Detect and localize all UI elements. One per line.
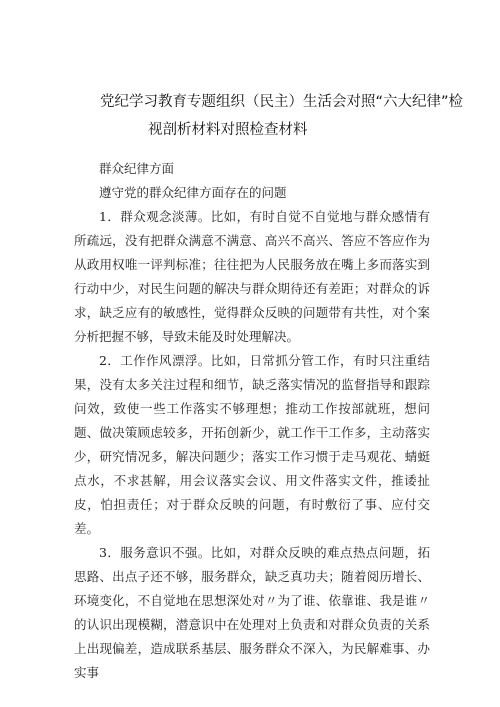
section-heading: 群众纪律方面 (99, 161, 175, 176)
paragraph-2: 2．工作作风漂浮。比如，日常抓分管工作，有时只注重结果，没有太多关注过程和细节，缺乏落实情况的监督指导和跟踪问效，致使一些工作落实不够理想；推动工作按部就班，想问题、做决策顾虑较多，开拓创新少，就工作干工作多，主动落实少，研究情况多，解决问题少；落实工作习惯于走马观花、蜻蜓点水，不求甚解，用会议落实会议、用文件落实文件，推诿扯皮，怕担责任；对于群众反映的问题，有时敷衍了事、应付交差。 (74, 353, 430, 536)
sub-heading: 遵守党的群众纪律方面存在的问题 (99, 185, 287, 200)
document-body (74, 151, 430, 685)
document-title (60, 88, 464, 144)
title-line-1: 党纪学习教育专题组织（民主）生活会对照“六大纪律”检 (100, 94, 464, 110)
paragraph-3: 3．服务意识不强。比如，对群众反映的难点热点问题，拓思路、出点子还不够，服务群众，缺乏真功夫；随着阅历增长、环境变化，不自觉地在思想深处对〃为了谁、依靠谁、我是谁〃的认识出现模糊，潜意识中在处理对上负责和对群众负责的关系上出现偏差，造成联系基层、服务群众不深入，为民解难事、办实事 (74, 545, 430, 680)
paragraph-1: 1．群众观念淡薄。比如，有时自觉不自觉地与群众感情有所疏远，没有把群众满意不满意、高兴不高兴、答应不答应作为从政用权唯一评判标准；往往把为人民服务放在嘴上多而落实到行动中少，对民生问题的解决与群众期待还有差距；对群众的诉求，缺乏应有的敏感性，觉得群众反映的问题带有共性，对个案分析把握不够，导致未能及时处理解决。 (74, 209, 430, 344)
title-line-2: 视剖析材料对照检查材料 (148, 122, 308, 138)
